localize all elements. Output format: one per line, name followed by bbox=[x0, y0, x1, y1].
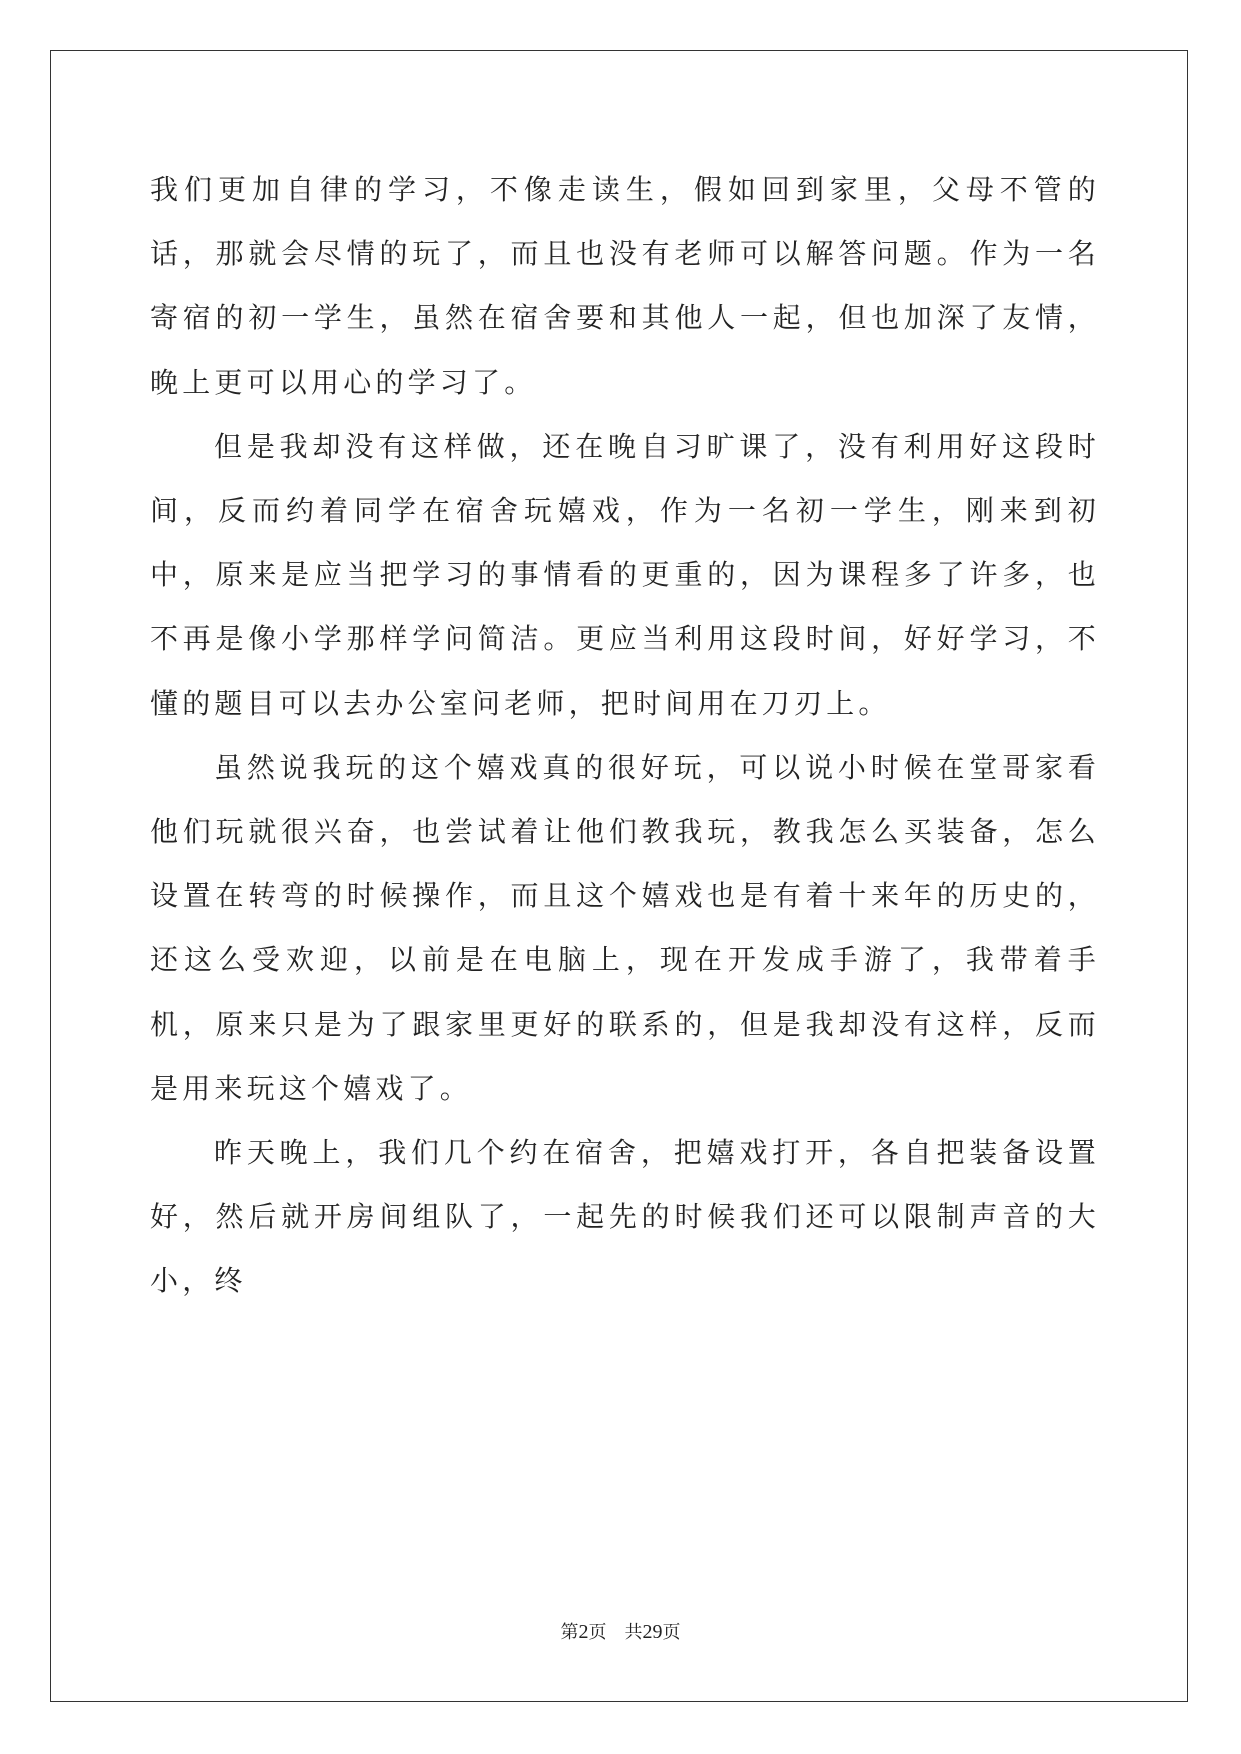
paragraph: 昨天晚上，我们几个约在宿舍，把嬉戏打开，各自把装备设置好，然后就开房间组队了，一起先的时候我们还可以限制声音的大小，终 bbox=[150, 1136, 1100, 1298]
page-suffix: 页 bbox=[588, 1622, 607, 1643]
page-prefix: 第 bbox=[560, 1622, 579, 1643]
page-footer bbox=[0, 1620, 1241, 1645]
paragraph: 但是我却没有这样做，还在晚自习旷课了，没有利用好这段时间，反而约着同学在宿舍玩嬉戏，作为一名初一学生，刚来到初中，原来是应当把学习的事情看的更重的，因为课程多了许多，也不再是像小学那样学问简洁。更应当利用这段时间，好好学习，不懂的题目可以去办公室问老师，把时间用在刀刃上。 bbox=[150, 429, 1100, 720]
page-number: 2 bbox=[578, 1621, 589, 1643]
document-body bbox=[150, 158, 1100, 1314]
total-suffix: 页 bbox=[662, 1622, 681, 1643]
total-prefix: 共 bbox=[624, 1622, 643, 1643]
total-pages: 29 bbox=[642, 1621, 663, 1643]
paragraph: 虽然说我玩的这个嬉戏真的很好玩，可以说小时候在堂哥家看他们玩就很兴奋，也尝试着让他们教我玩，教我怎么买装备，怎么设置在转弯的时候操作，而且这个嬉戏也是有着十来年的历史的，还这么受欢迎，以前是在电脑上，现在开发成手游了，我带着手机，原来只是为了跟家里更好的联系的，但是我却没有这样，反而是用来玩这个嬉戏了。 bbox=[150, 750, 1100, 1105]
paragraph-continued: 我们更加自律的学习，不像走读生，假如回到家里，父母不管的话，那就会尽情的玩了，而且也没有老师可以解答问题。作为一名寄宿的初一学生，虽然在宿舍要和其他人一起，但也加深了友情，晚上更可以用心的学习了。 bbox=[150, 173, 1100, 399]
